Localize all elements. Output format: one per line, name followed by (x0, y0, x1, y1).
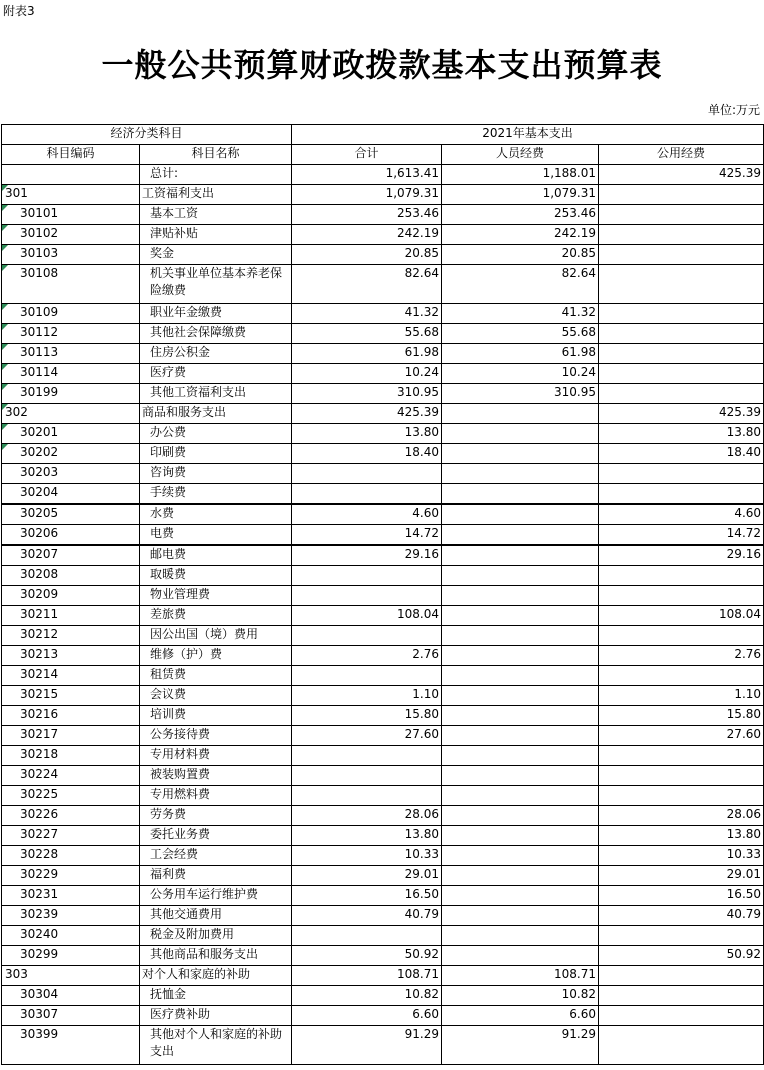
total-cell (292, 786, 442, 806)
personnel-cell (442, 404, 599, 424)
total-cell: 16.50 (292, 886, 442, 906)
personnel-cell: 108.71 (442, 966, 599, 986)
personnel-cell (442, 626, 599, 646)
public-cell (599, 484, 764, 505)
personnel-cell (442, 666, 599, 686)
table-row (2, 205, 764, 225)
header-economic-classification: 经济分类科目 (2, 125, 292, 145)
total-cell (292, 766, 442, 786)
code-cell: 30207 (2, 545, 140, 566)
public-cell (599, 1026, 764, 1065)
table-row (2, 245, 764, 265)
table-row (2, 926, 764, 946)
public-cell (599, 926, 764, 946)
total-cell: 28.06 (292, 806, 442, 826)
public-cell: 29.01 (599, 866, 764, 886)
public-cell: 40.79 (599, 906, 764, 926)
public-cell: 29.16 (599, 545, 764, 566)
total-cell: 41.32 (292, 304, 442, 324)
total-label: 总计: (140, 165, 292, 185)
table-row (2, 846, 764, 866)
table-row (2, 484, 764, 505)
personnel-cell (442, 464, 599, 484)
name-cell: 工会经费 (140, 846, 292, 866)
table-row (2, 404, 764, 424)
header-group-row (2, 125, 764, 145)
personnel-cell (442, 504, 599, 525)
code-cell: 30212 (2, 626, 140, 646)
table-row (2, 966, 764, 986)
code-cell: 30113 (2, 344, 140, 364)
table-row (2, 986, 764, 1006)
code-cell: 30228 (2, 846, 140, 866)
public-cell (599, 666, 764, 686)
name-cell: 抚恤金 (140, 986, 292, 1006)
code-cell: 30226 (2, 806, 140, 826)
public-cell: 28.06 (599, 806, 764, 826)
personnel-cell: 20.85 (442, 245, 599, 265)
table-row (2, 185, 764, 205)
header-code: 科目编码 (2, 145, 140, 165)
personnel-cell (442, 866, 599, 886)
public-cell: 108.04 (599, 606, 764, 626)
name-cell: 维修（护）费 (140, 646, 292, 666)
name-cell: 公务接待费 (140, 726, 292, 746)
personnel-cell (442, 746, 599, 766)
name-cell: 机关事业单位基本养老保险缴费 (140, 265, 292, 304)
name-cell: 其他社会保障缴费 (140, 324, 292, 344)
total-cell: 61.98 (292, 344, 442, 364)
total-cell (292, 666, 442, 686)
total-cell: 108.04 (292, 606, 442, 626)
table-row (2, 606, 764, 626)
name-cell: 医疗费 (140, 364, 292, 384)
name-cell: 对个人和家庭的补助 (140, 966, 292, 986)
personnel-cell (442, 606, 599, 626)
table-row (2, 806, 764, 826)
page-title: 一般公共预算财政拨款基本支出预算表 (101, 46, 663, 84)
public-cell: 10.33 (599, 846, 764, 866)
public-cell (599, 464, 764, 484)
total-cell: 13.80 (292, 826, 442, 846)
personnel-cell (442, 525, 599, 546)
name-cell: 住房公积金 (140, 344, 292, 364)
total-cell: 29.01 (292, 866, 442, 886)
header-name: 科目名称 (140, 145, 292, 165)
public-cell: 18.40 (599, 444, 764, 464)
table-row (2, 304, 764, 324)
table-row (2, 444, 764, 464)
code-cell: 30240 (2, 926, 140, 946)
table-row (2, 545, 764, 566)
table-row (2, 786, 764, 806)
name-cell: 被装购置费 (140, 766, 292, 786)
total-cell: 10.24 (292, 364, 442, 384)
total-personnel: 1,188.01 (442, 165, 599, 185)
header-basic-expenditure-2021: 2021年基本支出 (292, 125, 764, 145)
public-cell (599, 986, 764, 1006)
table-row (2, 504, 764, 525)
code-cell: 30213 (2, 646, 140, 666)
public-cell (599, 626, 764, 646)
total-cell: 50.92 (292, 946, 442, 966)
public-cell (599, 185, 764, 205)
name-cell: 劳务费 (140, 806, 292, 826)
table-row (2, 265, 764, 304)
public-cell (599, 245, 764, 265)
personnel-cell (442, 846, 599, 866)
total-cell: 18.40 (292, 444, 442, 464)
code-cell: 30202 (2, 444, 140, 464)
code-cell: 30216 (2, 706, 140, 726)
code-cell: 30229 (2, 866, 140, 886)
table-row (2, 324, 764, 344)
personnel-cell: 82.64 (442, 265, 599, 304)
code-cell: 302 (2, 404, 140, 424)
name-cell: 津贴补贴 (140, 225, 292, 245)
personnel-cell (442, 806, 599, 826)
personnel-cell (442, 946, 599, 966)
public-cell (599, 766, 764, 786)
total-cell: 15.80 (292, 706, 442, 726)
name-cell: 邮电费 (140, 545, 292, 566)
code-cell: 30227 (2, 826, 140, 846)
personnel-cell (442, 646, 599, 666)
personnel-cell: 55.68 (442, 324, 599, 344)
total-cell: 27.60 (292, 726, 442, 746)
total-cell (292, 484, 442, 505)
name-cell: 因公出国（境）费用 (140, 626, 292, 646)
total-cell: 425.39 (292, 404, 442, 424)
public-cell: 15.80 (599, 706, 764, 726)
code-cell: 30203 (2, 464, 140, 484)
personnel-cell: 10.82 (442, 986, 599, 1006)
unit-label: 单位:万元 (707, 103, 760, 117)
table-row (2, 344, 764, 364)
table-row (2, 364, 764, 384)
personnel-cell (442, 886, 599, 906)
code-cell: 30217 (2, 726, 140, 746)
name-cell: 奖金 (140, 245, 292, 265)
name-cell: 电费 (140, 525, 292, 546)
name-cell: 差旅费 (140, 606, 292, 626)
personnel-cell (442, 706, 599, 726)
name-cell: 印刷费 (140, 444, 292, 464)
code-cell: 30201 (2, 424, 140, 444)
public-cell: 27.60 (599, 726, 764, 746)
personnel-cell (442, 786, 599, 806)
public-cell (599, 746, 764, 766)
table-row (2, 886, 764, 906)
personnel-cell (442, 906, 599, 926)
table-row (2, 626, 764, 646)
table-row (2, 726, 764, 746)
code-cell: 30112 (2, 324, 140, 344)
code-cell: 30102 (2, 225, 140, 245)
name-cell: 咨询费 (140, 464, 292, 484)
header-public: 公用经费 (599, 145, 764, 165)
total-cell: 2.76 (292, 646, 442, 666)
name-cell: 其他对个人和家庭的补助支出 (140, 1026, 292, 1065)
header-personnel: 人员经费 (442, 145, 599, 165)
public-cell: 425.39 (599, 404, 764, 424)
code-cell: 30103 (2, 245, 140, 265)
total-public: 425.39 (599, 165, 764, 185)
total-cell: 1.10 (292, 686, 442, 706)
budget-table (1, 124, 764, 1065)
total-cell: 91.29 (292, 1026, 442, 1065)
table-row (2, 946, 764, 966)
table-row (2, 586, 764, 606)
table-row (2, 1006, 764, 1026)
name-cell: 租赁费 (140, 666, 292, 686)
code-cell: 30214 (2, 666, 140, 686)
personnel-cell (442, 686, 599, 706)
code-cell: 30218 (2, 746, 140, 766)
table-row (2, 906, 764, 926)
personnel-cell (442, 484, 599, 505)
header-column-row (2, 145, 764, 165)
table-row (2, 686, 764, 706)
code-cell: 303 (2, 966, 140, 986)
public-cell: 14.72 (599, 525, 764, 546)
personnel-cell (442, 926, 599, 946)
public-cell: 13.80 (599, 826, 764, 846)
public-cell (599, 1006, 764, 1026)
personnel-cell: 91.29 (442, 1026, 599, 1065)
total-cell: 10.33 (292, 846, 442, 866)
public-cell (599, 566, 764, 586)
total-row (2, 165, 764, 185)
public-cell: 1.10 (599, 686, 764, 706)
table-row (2, 646, 764, 666)
header-total: 合计 (292, 145, 442, 165)
name-cell: 专用燃料费 (140, 786, 292, 806)
total-cell: 1,079.31 (292, 185, 442, 205)
total-cell (292, 626, 442, 646)
public-cell: 4.60 (599, 504, 764, 525)
total-cell (292, 464, 442, 484)
personnel-cell (442, 566, 599, 586)
total-cell: 14.72 (292, 525, 442, 546)
personnel-cell (442, 726, 599, 746)
total-cell: 40.79 (292, 906, 442, 926)
public-cell: 2.76 (599, 646, 764, 666)
table-row (2, 866, 764, 886)
public-cell (599, 786, 764, 806)
name-cell: 公务用车运行维护费 (140, 886, 292, 906)
public-cell (599, 324, 764, 344)
name-cell: 培训费 (140, 706, 292, 726)
table-row (2, 225, 764, 245)
total-cell (292, 746, 442, 766)
table-row (2, 384, 764, 404)
code-cell: 30224 (2, 766, 140, 786)
name-cell: 福利费 (140, 866, 292, 886)
code-cell: 30215 (2, 686, 140, 706)
code-cell: 30399 (2, 1026, 140, 1065)
name-cell: 会议费 (140, 686, 292, 706)
personnel-cell: 41.32 (442, 304, 599, 324)
total-cell: 20.85 (292, 245, 442, 265)
public-cell (599, 384, 764, 404)
name-cell: 其他交通费用 (140, 906, 292, 926)
name-cell: 医疗费补助 (140, 1006, 292, 1026)
code-cell: 30231 (2, 886, 140, 906)
name-cell: 职业年金缴费 (140, 304, 292, 324)
total-cell: 29.16 (292, 545, 442, 566)
personnel-cell: 1,079.31 (442, 185, 599, 205)
total-cell (292, 566, 442, 586)
table-row (2, 424, 764, 444)
code-cell: 30205 (2, 504, 140, 525)
total-cell: 253.46 (292, 205, 442, 225)
personnel-cell: 253.46 (442, 205, 599, 225)
name-cell: 其他商品和服务支出 (140, 946, 292, 966)
code-cell: 30114 (2, 364, 140, 384)
table-row (2, 706, 764, 726)
personnel-cell (442, 826, 599, 846)
table-row (2, 566, 764, 586)
table-row (2, 766, 764, 786)
total-code-cell (2, 165, 140, 185)
code-cell: 30206 (2, 525, 140, 546)
code-cell: 30101 (2, 205, 140, 225)
code-cell: 30307 (2, 1006, 140, 1026)
total-cell: 82.64 (292, 265, 442, 304)
public-cell: 16.50 (599, 886, 764, 906)
code-cell: 30225 (2, 786, 140, 806)
total-cell: 13.80 (292, 424, 442, 444)
total-cell: 4.60 (292, 504, 442, 525)
personnel-cell: 242.19 (442, 225, 599, 245)
public-cell (599, 364, 764, 384)
code-cell: 30239 (2, 906, 140, 926)
public-cell (599, 344, 764, 364)
name-cell: 物业管理费 (140, 586, 292, 606)
table-row (2, 746, 764, 766)
name-cell: 税金及附加费用 (140, 926, 292, 946)
personnel-cell: 310.95 (442, 384, 599, 404)
total-cell: 10.82 (292, 986, 442, 1006)
code-cell: 301 (2, 185, 140, 205)
total-cell: 6.60 (292, 1006, 442, 1026)
name-cell: 委托业务费 (140, 826, 292, 846)
personnel-cell (442, 586, 599, 606)
name-cell: 专用材料费 (140, 746, 292, 766)
table-row (2, 464, 764, 484)
table-row (2, 1026, 764, 1065)
personnel-cell (442, 766, 599, 786)
name-cell: 取暖费 (140, 566, 292, 586)
total-cell: 55.68 (292, 324, 442, 344)
total-cell: 242.19 (292, 225, 442, 245)
personnel-cell (442, 424, 599, 444)
code-cell: 30208 (2, 566, 140, 586)
public-cell (599, 304, 764, 324)
personnel-cell (442, 545, 599, 566)
public-cell (599, 586, 764, 606)
total-cell (292, 926, 442, 946)
name-cell: 水费 (140, 504, 292, 525)
code-cell: 30211 (2, 606, 140, 626)
code-cell: 30209 (2, 586, 140, 606)
public-cell (599, 265, 764, 304)
personnel-cell: 6.60 (442, 1006, 599, 1026)
personnel-cell (442, 444, 599, 464)
name-cell: 手续费 (140, 484, 292, 505)
personnel-cell: 10.24 (442, 364, 599, 384)
name-cell: 其他工资福利支出 (140, 384, 292, 404)
name-cell: 办公费 (140, 424, 292, 444)
table-row (2, 525, 764, 546)
total-cell: 108.71 (292, 966, 442, 986)
code-cell: 30108 (2, 265, 140, 304)
name-cell: 工资福利支出 (140, 185, 292, 205)
personnel-cell: 61.98 (442, 344, 599, 364)
annex-label: 附表3 (3, 4, 35, 18)
code-cell: 30304 (2, 986, 140, 1006)
code-cell: 30204 (2, 484, 140, 505)
total-cell (292, 586, 442, 606)
table-row (2, 666, 764, 686)
total-cell: 310.95 (292, 384, 442, 404)
table-row (2, 826, 764, 846)
total-sum: 1,613.41 (292, 165, 442, 185)
public-cell: 13.80 (599, 424, 764, 444)
name-cell: 基本工资 (140, 205, 292, 225)
name-cell: 商品和服务支出 (140, 404, 292, 424)
public-cell (599, 966, 764, 986)
public-cell (599, 225, 764, 245)
code-cell: 30299 (2, 946, 140, 966)
public-cell: 50.92 (599, 946, 764, 966)
public-cell (599, 205, 764, 225)
code-cell: 30199 (2, 384, 140, 404)
code-cell: 30109 (2, 304, 140, 324)
